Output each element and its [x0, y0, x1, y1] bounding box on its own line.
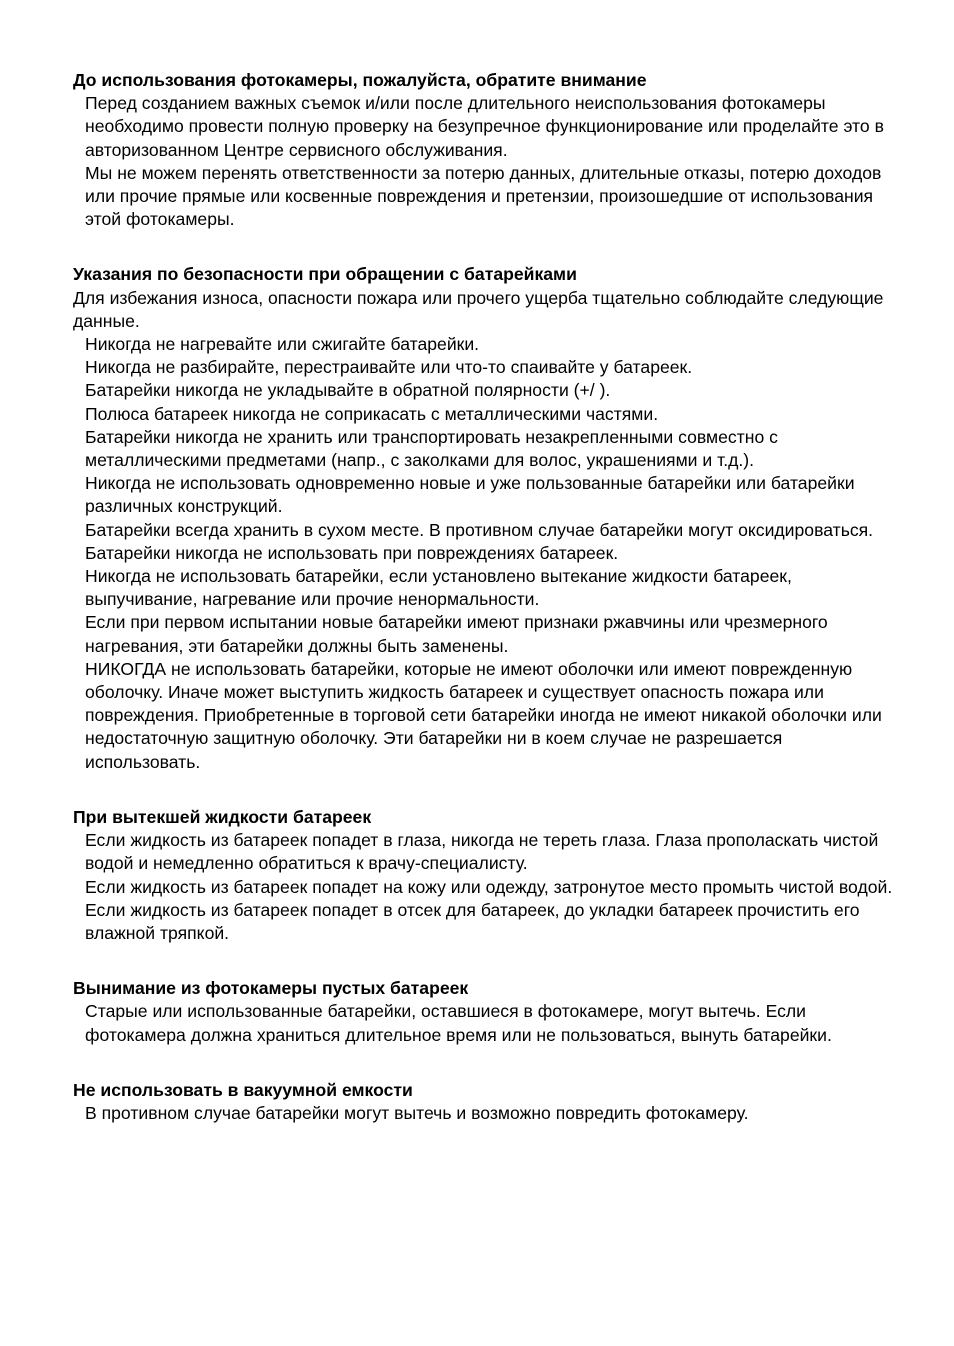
list-item: Батарейки никогда не укладывайте в обратной полярности (+/ ).: [85, 380, 611, 401]
section-leaked-liquid: [73, 806, 893, 945]
list-item: Старые или использованные батарейки, оставшиеся в фотокамере, могут вытечь. Если фотокамера должна храниться длительное время или не пользоваться, вынуть батарейки.: [85, 1001, 832, 1045]
section-heading: До использования фотокамеры, пожалуйста, обратите внимание: [73, 70, 647, 90]
section-heading: Не использовать в вакуумной емкости: [73, 1079, 413, 1100]
list-item: НИКОГДА не использовать батарейки, которые не имеют оболочки или имеют поврежденную оболочку. Иначе может выступить жидкость батареек и существует опасность пожара или повреждения. Приобретенные в торговой сети батарейки иногда не имеют никакой оболочки или недостаточную защитную оболочку. Эти батарейки ни в коем случае не разрешается использовать.: [85, 658, 882, 772]
section-camera-notice: [73, 69, 893, 231]
list-item: Никогда не разбирайте, перестраивайте или что-то спаивайте у батареек.: [85, 357, 693, 378]
list-item: Никогда не использовать одновременно новые и уже пользованные батарейки или батарейки различных конструкций.: [85, 473, 855, 517]
list-item: Батарейки никогда не хранить или транспортировать незакрепленными совместно с металлическими предметами (напр., с заколками для волос, украшениями и т.д.).: [85, 426, 778, 471]
list-item: Никогда не нагревайте или сжигайте батарейки.: [85, 334, 480, 355]
section-battery-safety: [73, 263, 893, 773]
section-vacuum-warning: [73, 1079, 893, 1125]
list-item: Батарейки никогда не использовать при повреждениях батареек.: [85, 542, 619, 563]
paragraph: Перед созданием важных съемок и/или после длительного неиспользования фотокамеры необходимо провести полную проверку на безупречное функционирование или проделайте это в авторизованном Центре сервисного обслуживания.: [85, 93, 884, 160]
list-item: Никогда не использовать батарейки, если установлено вытекание жидкости батареек, выпучивание, нагревание или прочие ненормальности.: [85, 566, 792, 610]
section-heading: Указания по безопасности при обращении с батарейками: [73, 264, 577, 285]
list-item: Если жидкость из батареек попадет на кожу или одежду, затронутое место промыть чистой водой.: [85, 876, 893, 897]
list-item: Если при первом испытании новые батарейки имеют признаки ржавчины или чрезмерного нагревания, эти батарейки должны быть заменены.: [85, 612, 828, 656]
list-item: Полюса батареек никогда не соприкасать с металлическими частями.: [85, 403, 659, 424]
list-item: В противном случае батарейки могут вытечь и возможно повредить фотокамеру.: [85, 1102, 749, 1123]
list-item: Батарейки всегда хранить в сухом месте. В противном случае батарейки могут оксидироваться.: [85, 519, 874, 540]
intro-paragraph: Для избежания износа, опасности пожара или прочего ущерба тщательно соблюдайте следующие данные.: [73, 287, 884, 331]
section-heading: Вынимание из фотокамеры пустых батареек: [73, 978, 469, 999]
document-page: [73, 69, 893, 1125]
paragraph: Мы не можем перенять ответственности за потерю данных, длительные отказы, потерю доходов или прочие прямые или косвенные повреждения и претензии, произошедшие от использования этой фотокамеры.: [85, 162, 882, 230]
section-heading: При вытекшей жидкости батареек: [73, 806, 372, 827]
list-item: Если жидкость из батареек попадет в отсек для батареек, до укладки батареек прочистить его влажной тряпкой.: [85, 899, 860, 943]
list-item: Если жидкость из батареек попадет в глаза, никогда не тереть глаза. Глаза прополаскать чистой водой и немедленно обратиться к врачу-специалисту.: [85, 830, 879, 874]
section-remove-batteries: [73, 977, 893, 1047]
